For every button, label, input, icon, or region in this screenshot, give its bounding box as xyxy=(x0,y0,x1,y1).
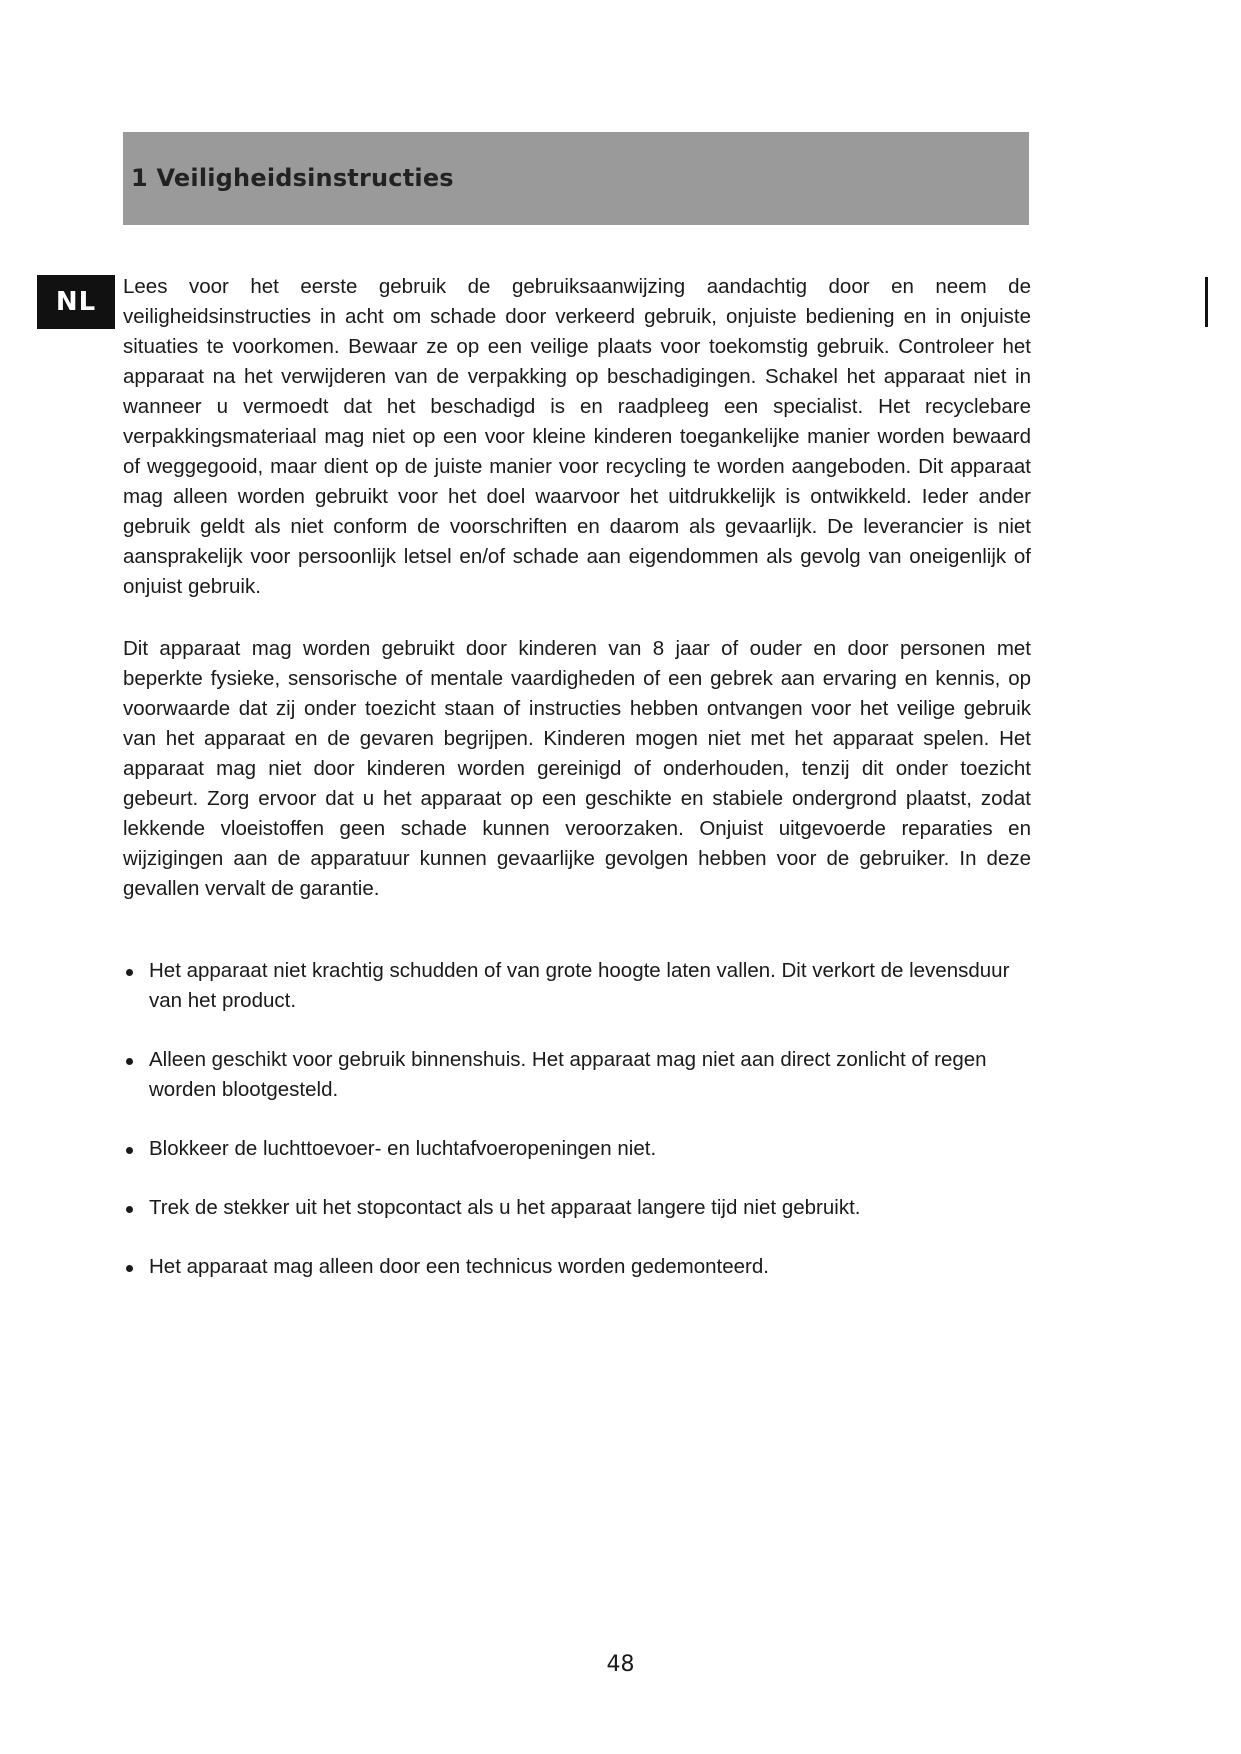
list-item xyxy=(123,1045,1031,1105)
safety-bullet-list xyxy=(123,956,1031,1282)
list-item-text: Het apparaat niet krachtig schudden of van grote hoogte laten vallen. Dit verkort de levensduur van het product. xyxy=(149,959,1010,1012)
list-item-text: Het apparaat mag alleen door een technicus worden gedemonteerd. xyxy=(149,1255,769,1278)
section-header-bar xyxy=(123,132,1029,225)
children-usage-paragraph: Dit apparaat mag worden gebruikt door kinderen van 8 jaar of ouder en door personen met beperkte fysieke, sensorische of mentale vaardigheden of een gebrek aan ervaring en kennis, op voorwaarde dat zij onder toezicht staan of instructies hebben ontvangen voor het veilige gebruik van het apparaat en de gevaren begrijpen. Kinderen mogen niet met het apparaat spelen. Het apparaat mag niet door kinderen worden gereinigd of onderhouden, tenzij dit onder toezicht gebeurt. Zorg ervoor dat u het apparaat op een geschikte en stabiele ondergrond plaatst, zodat lekkende vloeistoffen geen schade kunnen veroorzaken. Onjuist uitgevoerde reparaties en wijzigingen aan de apparatuur kunnen gevaarlijke gevolgen hebben voor de gebruiker. In deze gevallen vervalt de garantie. xyxy=(123,637,1031,900)
bullet-icon xyxy=(126,1265,133,1272)
page-number: 48 xyxy=(606,1652,635,1677)
list-item xyxy=(123,1134,1031,1164)
bullet-icon xyxy=(126,1147,133,1154)
list-item xyxy=(123,956,1031,1016)
list-item xyxy=(123,1193,1031,1223)
document-body xyxy=(123,272,1031,1311)
list-item-text: Trek de stekker uit het stopcontact als u het apparaat langere tijd niet gebruikt. xyxy=(149,1196,861,1219)
bullet-icon xyxy=(126,1058,133,1065)
safety-intro-paragraph: Lees voor het eerste gebruik de gebruiksaanwijzing aandachtig door en neem de veiligheidsinstructies in acht om schade door verkeerd gebruik, onjuiste bediening en in onjuiste situaties te voorkomen. Bewaar ze op een veilige plaats voor toekomstig gebruik. Controleer het apparaat na het verwijderen van de verpakking op beschadigingen. Schakel het apparaat niet in wanneer u vermoedt dat het beschadigd is en raadpleeg een specialist. Het recyclebare verpakkingsmateriaal mag niet op een voor kleine kinderen toegankelijke manier worden bewaard of weggegooid, maar dient op de juiste manier voor recycling te worden aangeboden. Dit apparaat mag alleen worden gebruikt voor het doel waarvoor het uitdrukkelijk is ontwikkeld. Ieder ander gebruik geldt als niet conform de voorschriften en daarom als gevaarlijk. De leverancier is niet aansprakelijk voor persoonlijk letsel en/of schade aan eigendommen als gevolg van oneigenlijk of onjuist gebruik. xyxy=(123,275,1031,598)
bullet-icon xyxy=(126,969,133,976)
margin-marker xyxy=(1205,277,1208,327)
bullet-icon xyxy=(126,1206,133,1213)
list-item xyxy=(123,1252,1031,1282)
list-item-text: Alleen geschikt voor gebruik binnenshuis. Het apparaat mag niet aan direct zonlicht of regen worden blootgesteld. xyxy=(149,1048,987,1101)
list-item-text: Blokkeer de luchttoevoer- en luchtafvoeropeningen niet. xyxy=(149,1137,657,1160)
section-title: 1 Veiligheidsinstructies xyxy=(131,164,454,192)
language-tab: NL xyxy=(37,275,115,329)
